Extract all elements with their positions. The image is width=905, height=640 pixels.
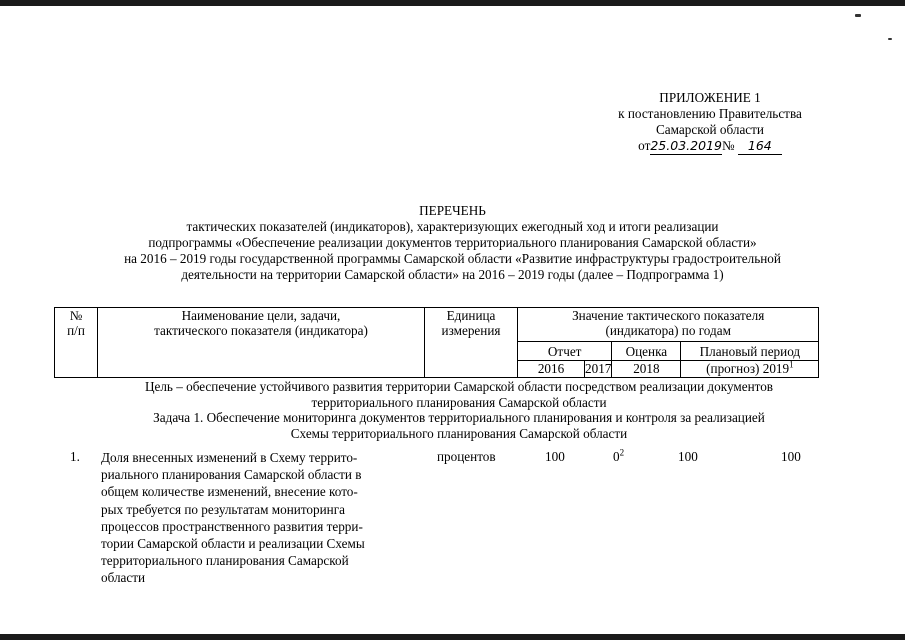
task-line: Схемы территориального планирования Самарской области <box>290 425 628 441</box>
handwritten-number: 164 <box>738 138 782 155</box>
handwritten-date: 25.03.2019 <box>650 138 722 153</box>
col-header-report: Отчет 2016 2017 <box>518 342 612 378</box>
scan-border-bottom <box>0 634 905 640</box>
goal-task-block <box>54 379 864 441</box>
row1-unit: процентов <box>437 449 496 464</box>
row1-number: 1. <box>70 449 80 464</box>
number-prefix: № <box>721 138 735 153</box>
scan-speck <box>888 38 892 40</box>
col-header-number: № п/п <box>55 308 98 378</box>
year-2016: 2016 <box>518 361 585 377</box>
appendix-line-resolution: к постановлению Правительства <box>618 106 802 121</box>
col-header-values: Значение тактического показателя (индикатора) по годам <box>518 308 819 342</box>
row1-value-2019: 100 <box>781 449 801 464</box>
heading-title: ПЕРЕЧЕНЬ <box>419 203 486 218</box>
year-2018: 2018 <box>633 361 660 376</box>
heading-line: деятельности на территории Самарской области» на 2016 – 2019 годы (далее – Подпрограмма 1) <box>181 267 724 282</box>
row1-value-2017: $0^2$ <box>613 447 625 464</box>
col-header-plan: Плановый период (прогноз) 2019$^1$ <box>681 342 819 378</box>
appendix-header <box>560 90 860 155</box>
goal-line: территориального планирования Самарской области <box>311 394 607 410</box>
appendix-line-region: Самарской области <box>656 122 764 137</box>
goal-line: Цель – обеспечение устойчивого развития территории Самарской области посредством реализации документов <box>144 379 774 394</box>
col-header-unit: Единица измерения <box>425 308 518 378</box>
appendix-title: ПРИЛОЖЕНИЕ 1 <box>659 90 761 105</box>
row1-value-2016: 100 <box>545 449 565 464</box>
row1-indicator-name: Доля внесенных изменений в Схему террито- риального планирования Самарской области в общем количестве изменений, внесение кото- рых требуется по результатам мониторинга процессов пространственного развития терри- тории Самарской области и реализации Схемы территориального планирования Самарской области <box>101 450 365 586</box>
heading-line: тактических показателей (индикаторов), характеризующих ежегодный ход и итоги реализации <box>186 219 719 234</box>
scan-border-top <box>0 0 905 6</box>
year-2019: (прогноз) 2019$^1$ <box>706 359 794 376</box>
indicators-table-header <box>54 307 819 378</box>
task-line: Задача 1. Обеспечение мониторинга документов территориального планирования и контроля за реализацией <box>153 410 765 425</box>
document-heading <box>0 203 905 283</box>
col-header-name: Наименование цели, задачи, тактического показателя (индикатора) <box>98 308 425 378</box>
appendix-date-line <box>560 138 860 155</box>
col-header-estimate: Оценка 2018 <box>612 342 681 378</box>
row1-value-2018: 100 <box>678 449 698 464</box>
heading-line: подпрограммы «Обеспечение реализации документов территориального планирования Самарской области» <box>148 235 757 250</box>
scan-speck <box>855 14 861 17</box>
year-2017: 2017 <box>585 361 612 376</box>
heading-line: на 2016 – 2019 годы государственной программы Самарской области «Развитие инфраструктуры градостроительной <box>124 251 781 266</box>
date-prefix: от <box>638 138 651 153</box>
